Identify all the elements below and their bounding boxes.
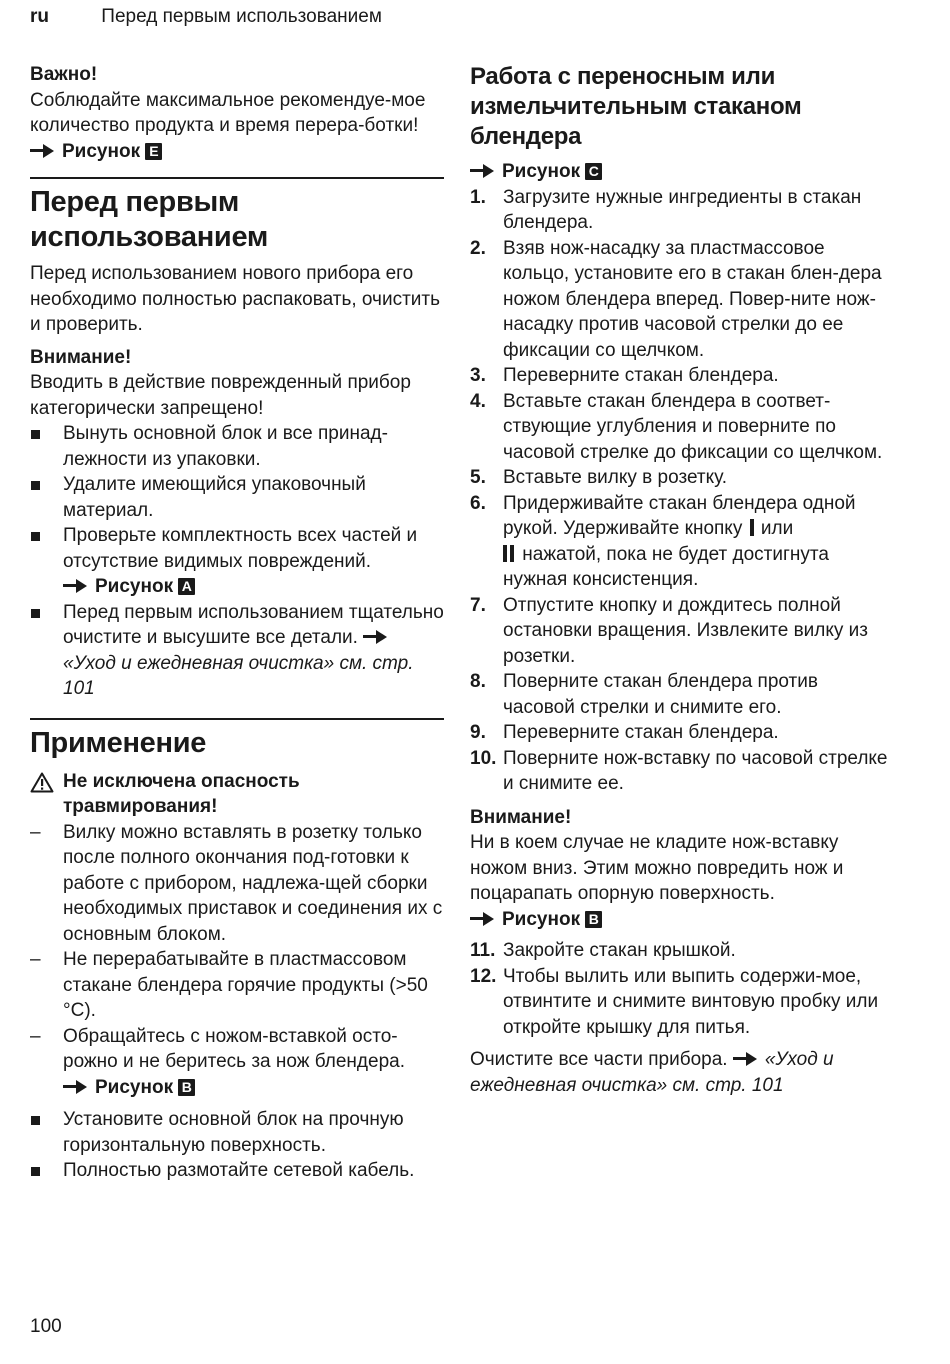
figure-ref-label: Рисунок (502, 161, 581, 182)
page-header (30, 6, 382, 28)
before-first-use-intro: Перед использованием нового прибора его необходимо полностью распаковать, очистить и проверить. (30, 263, 440, 335)
header-title: Перед первым использованием (101, 6, 382, 27)
list-item: Удалите имеющийся упаковочный материал. (30, 472, 444, 523)
step-item: 5. Вставьте вилку в розетку. (470, 467, 728, 488)
bullet-square-icon (31, 532, 40, 541)
section-divider (30, 718, 444, 720)
button-one-icon (750, 519, 754, 536)
arrow-right-icon (470, 912, 494, 926)
list-item: – Не перерабатывайте в пластмассовом стакане блендера горячие продукты (>50 °C). (30, 949, 428, 1021)
attention-text: Ни в коем случае не кладите нож-вставку ножом вниз. Этим можно повредить нож и поцарапать опорную поверхность. (470, 832, 844, 904)
step-item: 2. Взяв нож-насадку за пластмассовое кольцо, установите его в стакан блен-дера ножом блендера вперед. Повер-ните нож-насадку против часовой стрелки до ее фиксации со щелчком. (470, 237, 882, 361)
figure-letter-badge: B (178, 1079, 195, 1096)
warning-block (30, 769, 444, 820)
step-item: 7. Отпустите кнопку и дождитесь полной остановки вращения. Извлеките вилку из розетки. (470, 594, 869, 667)
important-heading: Важно! (30, 64, 98, 85)
arrow-right-icon (63, 579, 87, 593)
arrow-right-icon (63, 1080, 87, 1094)
figure-ref (470, 159, 888, 185)
bullet-square-icon (31, 1167, 40, 1176)
cross-reference-link[interactable]: «Уход и ежедневная очистка» см. стр. 101 (63, 652, 414, 699)
step-item: 9. Переверните стакан блендера. (470, 722, 779, 743)
bullet-square-icon (31, 481, 40, 490)
attention-heading: Внимание! (30, 346, 132, 368)
list-item: Перед первым использованием тщательно очистите и высушите все детали. «Уход и ежедневная очистка» см. стр. 101 (30, 600, 444, 702)
step-item: 1. Загрузите нужные ингредиенты в стакан блендера. (470, 186, 862, 233)
section-divider (30, 177, 444, 179)
figure-ref-label: Рисунок (62, 140, 141, 162)
bullet-square-icon (31, 1116, 40, 1125)
section-heading-usage: Применение (30, 726, 207, 759)
list-item: Проверьте комплектность всех частей и отсутствие видимых повреждений. Рисунок A (30, 523, 444, 600)
list-item: Полностью размотайте сетевой кабель. (30, 1158, 444, 1184)
figure-ref-label: Рисунок (95, 576, 174, 597)
list-item: – Вилку можно вставлять в розетку только после полного окончания под-готовки к работе с прибором, надлежа-щей сборки необходимых приставок и соединения их с основным блоком. (30, 821, 443, 945)
attention-heading: Внимание! (470, 806, 572, 828)
closing-text: Очистите все части прибора. «Уход и ежедневная очистка» см. стр. 101 (470, 1049, 834, 1096)
list-item: – Обращайтесь с ножом-вставкой осто-рожно и не беритесь за нож блендера. Рисунок B (30, 1025, 405, 1098)
warning-triangle-icon (30, 772, 54, 793)
language-code: ru (30, 6, 49, 27)
figure-letter-badge: A (178, 578, 195, 595)
section-heading-before-first-use: Перед первым использованием (30, 186, 269, 253)
button-two-icon (503, 545, 507, 562)
figure-ref-label: Рисунок (95, 1076, 174, 1098)
section-heading-blender-cup: Работа с переносным или измельчительным стаканом блендера (470, 63, 802, 150)
step-item: 10. Поверните нож-вставку по часовой стрелке и снимите ее. (470, 747, 888, 794)
figure-ref (470, 907, 888, 933)
cross-reference-link[interactable]: «Уход и ежедневная очистка» см. стр. 101 (470, 1049, 834, 1096)
step-item: 6. Придерживайте стакан блендера одной рукой. Удерживайте кнопку или нажатой, пока не будет достигнута нужная консистенция. (470, 492, 856, 590)
step-item: 11. Закройте стакан крышкой. (470, 940, 736, 961)
important-text: Соблюдайте максимальное рекомендуе-мое количество продукта и время перера-ботки! Рисунок E (30, 89, 426, 162)
arrow-right-icon (363, 630, 387, 644)
bullet-square-icon (31, 609, 40, 618)
step-item: 3. Переверните стакан блендера. (470, 365, 779, 386)
arrow-right-icon (733, 1052, 757, 1066)
bullet-square-icon (31, 430, 40, 439)
arrow-right-icon (30, 144, 54, 158)
list-item: Вынуть основной блок и все принад-лежности из упаковки. (30, 421, 444, 472)
step-item: 12. Чтобы вылить или выпить содержи-мое, отвинтите и снимите винтовую пробку или откройте крышку для питья. (470, 965, 879, 1038)
warning-heading: Не исключена опасность травмирования! (63, 770, 300, 817)
figure-letter-badge: C (585, 163, 602, 180)
figure-ref-label: Рисунок (502, 908, 581, 930)
left-column (30, 62, 444, 1184)
page-number: 100 (30, 1316, 62, 1337)
attention-text: Вводить в действие поврежденный прибор категорически запрещено! (30, 372, 411, 419)
list-item: Установите основной блок на прочную горизонтальную поверхность. (30, 1107, 444, 1158)
right-column (470, 62, 888, 1098)
arrow-right-icon (470, 164, 494, 178)
step-item: 8. Поверните стакан блендера против часовой стрелки и снимите его. (470, 671, 818, 718)
figure-letter-badge: B (585, 911, 602, 928)
figure-letter-badge: E (145, 143, 162, 160)
step-item: 4. Вставьте стакан блендера в соответ-ствующие углубления и поверните по часовой стрелке до фиксации со щелчком. (470, 390, 883, 463)
